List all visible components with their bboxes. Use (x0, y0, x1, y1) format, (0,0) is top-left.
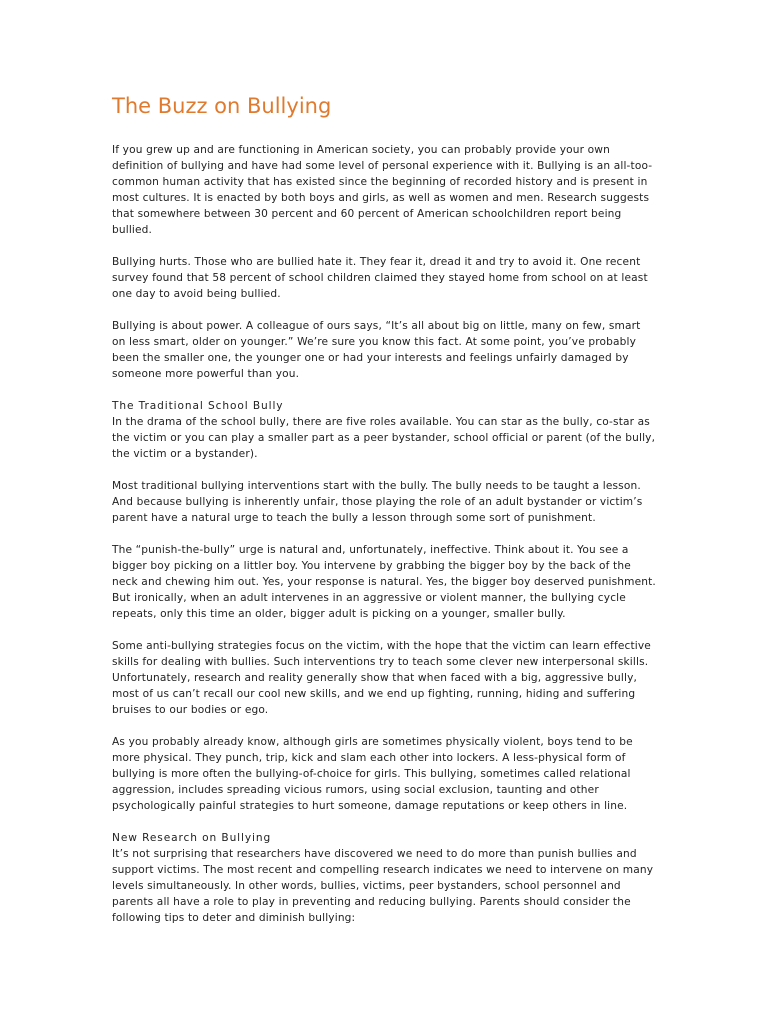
section-lead-research: It’s not surprising that researchers have discovered we need to do more than punish bullies and support victims. The most recent and compelling research indicates we need to intervene on many levels simultaneously. In other words, bullies, victims, peer bystanders, school personnel and parents all have a role to play in preventing and reducing bullying. Parents should consider the following tips to deter and diminish bullying: (112, 848, 654, 924)
body-paragraph-3: Some anti-bullying strategies focus on the victim, with the hope that the victim can learn effective skills for dealing with bullies. Such interventions try to teach some clever new interpersonal skills. Unfortunately, research and reality generally show that when faced with a big, aggressive bully, most of us can’t recall our cool new skills, and we end up fighting, running, hiding and suffering bruises to our bodies or ego. (112, 640, 651, 716)
section-traditional-bully (112, 398, 657, 462)
intro-paragraph-3: Bullying is about power. A colleague of ours says, “It’s all about big on little, many on few, smart on less smart, older on younger.” We’re sure you know this fact. At some point, you’ve probably been the smaller one, the younger one or had your interests and feelings unfairly damaged by someone more powerful than you. (112, 320, 641, 380)
body-paragraph-2: The “punish-the-bully” urge is natural and, unfortunately, ineffective. Think about it. You see a bigger boy picking on a littler boy. You intervene by grabbing the bigger boy by the back of the neck and chewing him out. Yes, your response is natural. Yes, the bigger boy deserved punishment. But ironically, when an adult intervenes in an aggressive or violent manner, the bullying cycle repeats, only this time an older, bigger adult is picking on a younger, smaller bully. (112, 544, 656, 620)
document-page (112, 92, 657, 942)
body-paragraph-1: Most traditional bullying interventions start with the bully. The bully needs to be taught a lesson. And because bullying is inherently unfair, those playing the role of an adult bystander or victim’s parent have a natural urge to teach the bully a lesson through some sort of punishment. (112, 480, 643, 524)
section-lead-traditional: In the drama of the school bully, there are five roles available. You can star as the bully, co-star as the victim or you can play a smaller part as a peer bystander, school official or parent (of the bully, the victim or a bystander). (112, 416, 656, 460)
section-new-research (112, 830, 657, 926)
intro-paragraph-1: If you grew up and are functioning in American society, you can probably provide your own definition of bullying and have had some level of personal experience with it. Bullying is an all-too-common human activity that has existed since the beginning of recorded history and is present in most cultures. It is enacted by both boys and girls, as well as women and men. Research suggests that somewhere between 30 percent and 60 percent of American schoolchildren report being bullied. (112, 144, 653, 236)
intro-paragraph-2: Bullying hurts. Those who are bullied hate it. They fear it, dread it and try to avoid it. One recent survey found that 58 percent of school children claimed they stayed home from school on at least one day to avoid being bullied. (112, 256, 648, 300)
section-heading-research: New Research on Bullying (112, 832, 272, 844)
body-paragraph-4: As you probably already know, although girls are sometimes physically violent, boys tend to be more physical. They punch, trip, kick and slam each other into lockers. A less-physical form of bullying is more often the bullying-of-choice for girls. This bullying, sometimes called relational aggression, includes spreading vicious rumors, using social exclusion, taunting and other psychologically painful strategies to hurt someone, damage reputations or keep others in line. (112, 736, 633, 812)
document-title: The Buzz on Bullying (112, 94, 332, 118)
section-heading-traditional: The Traditional School Bully (112, 400, 284, 412)
